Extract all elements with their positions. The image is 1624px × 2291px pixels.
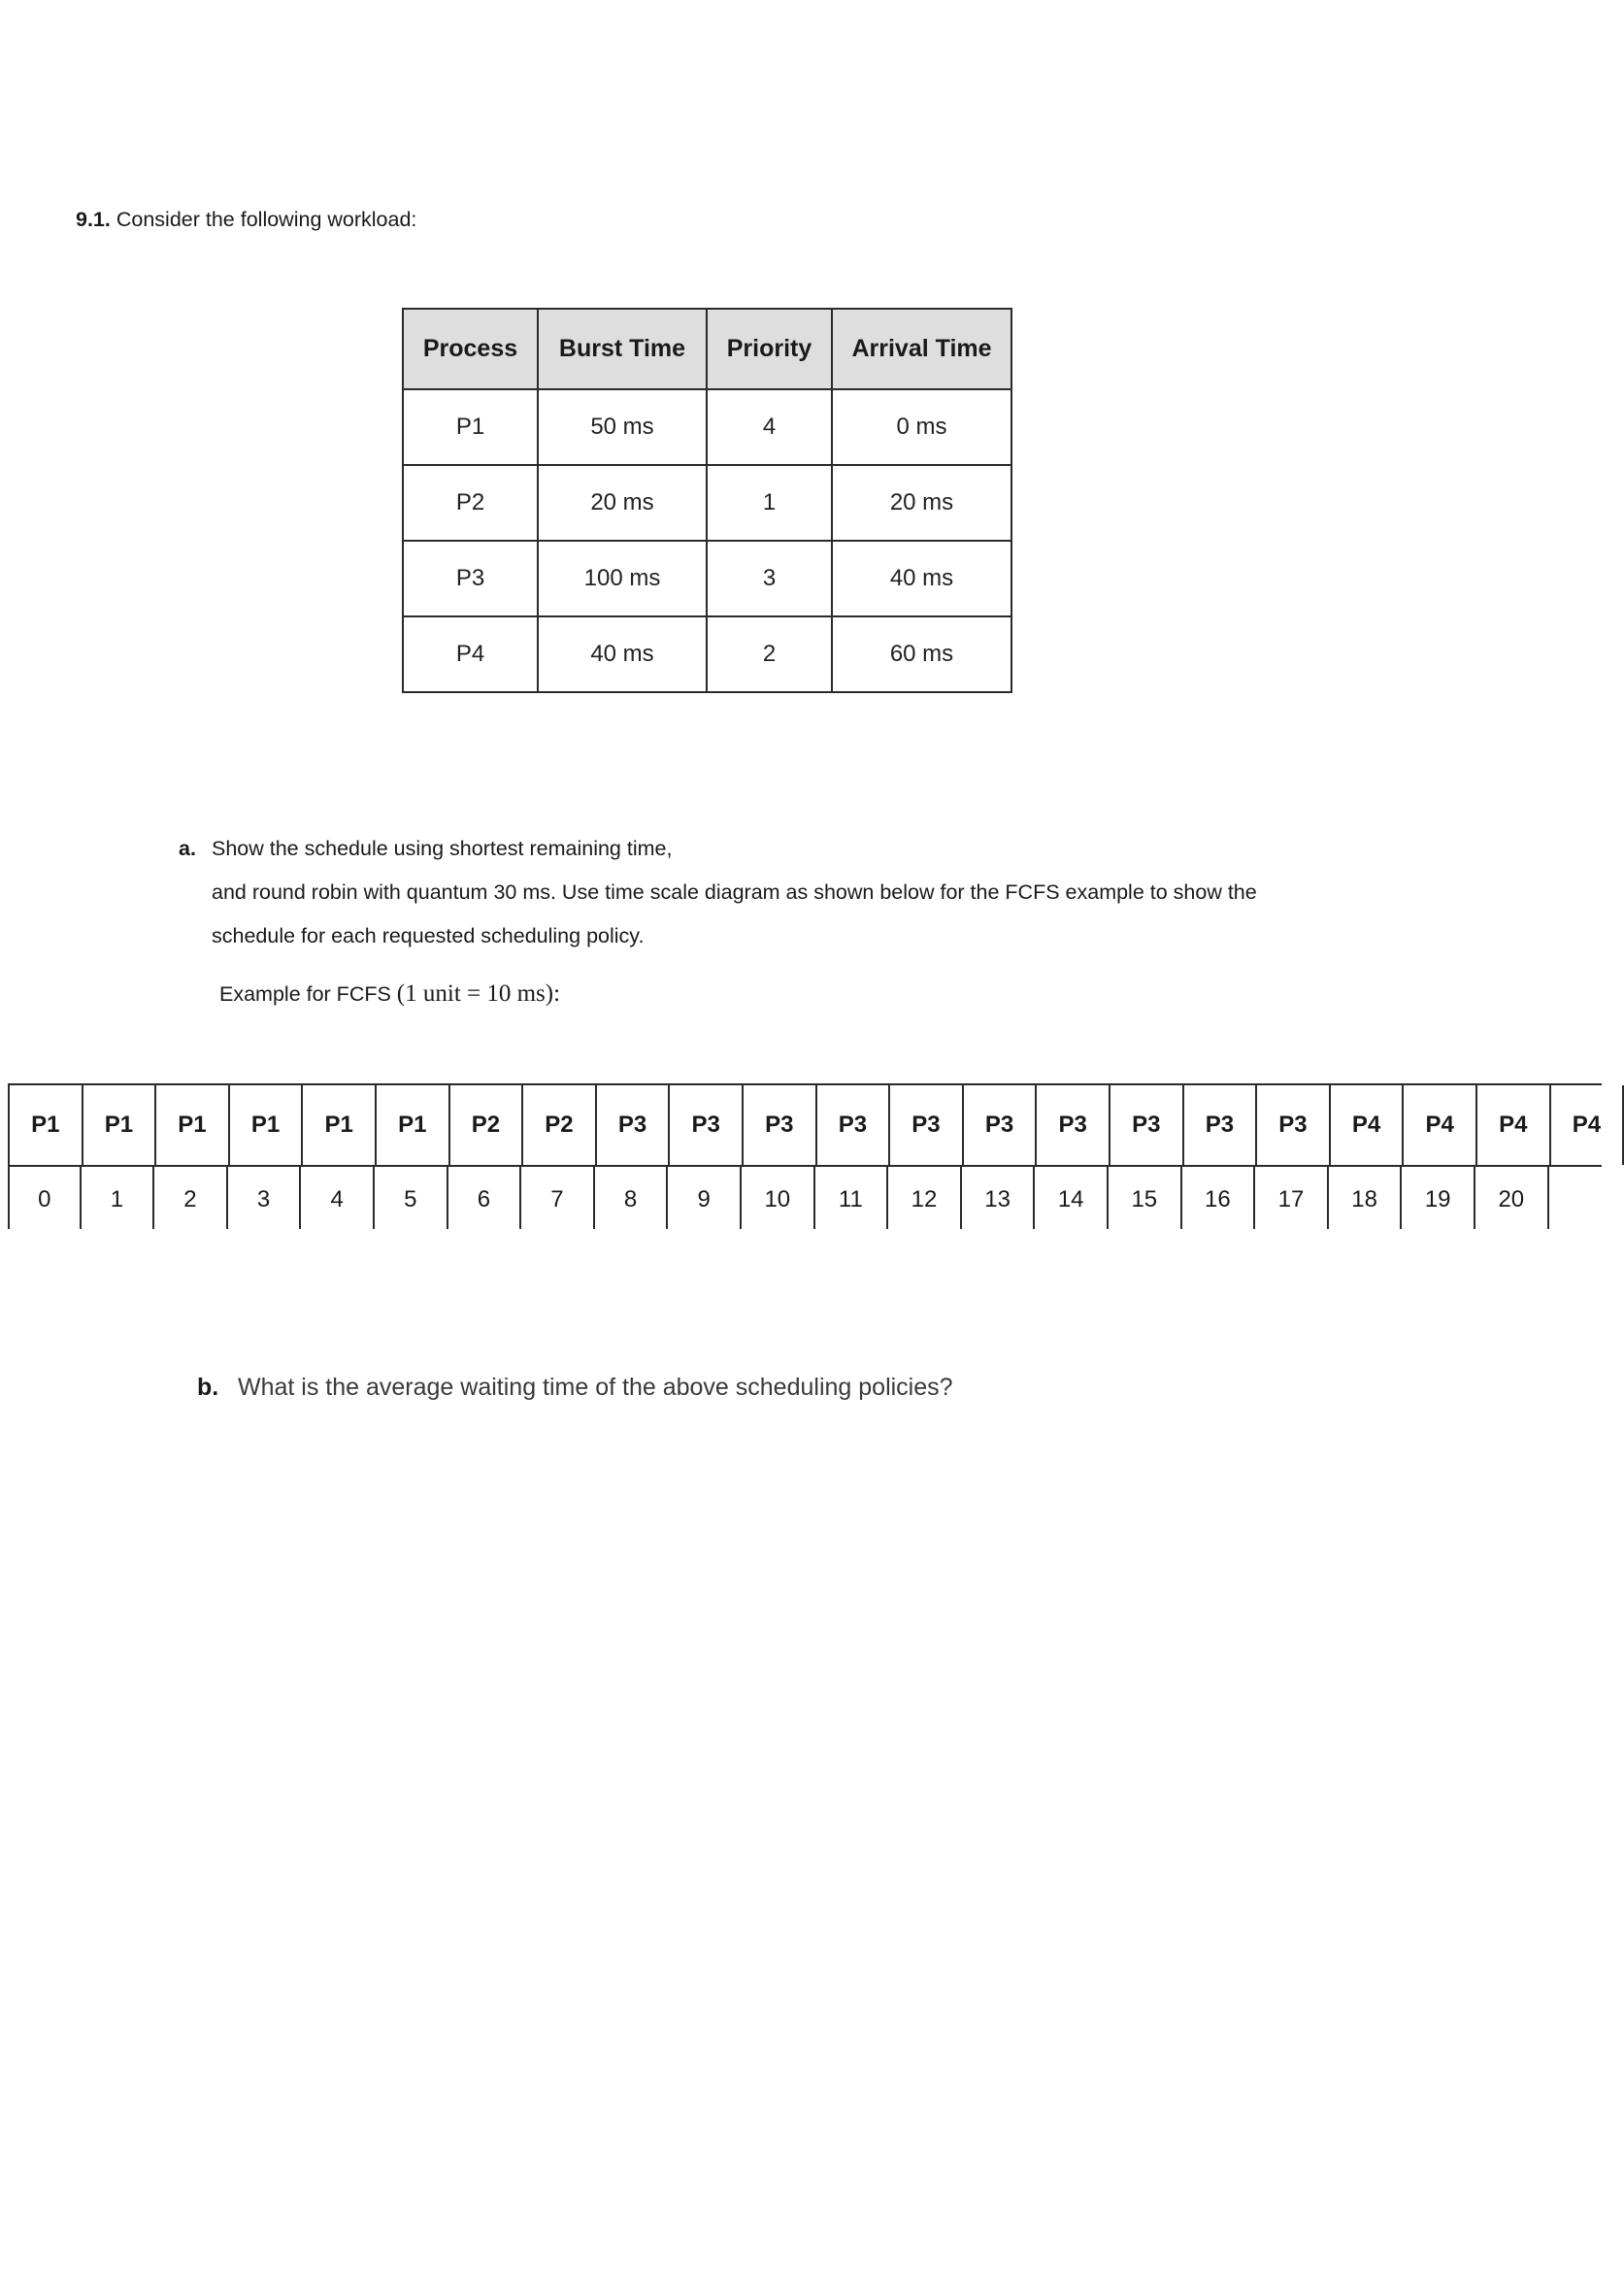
timeline-tick-label: 18 bbox=[1329, 1165, 1403, 1229]
cell-burst-time: 20 ms bbox=[538, 465, 707, 541]
table-row bbox=[403, 465, 1011, 541]
table-row bbox=[403, 541, 1011, 616]
timeline-tick-label: 0 bbox=[8, 1165, 82, 1229]
cell-process: P4 bbox=[403, 616, 538, 692]
example-prefix: Example for FCFS bbox=[219, 982, 397, 1006]
timeline-tick-label: 8 bbox=[595, 1165, 669, 1229]
part-a-line-3: schedule for each requested scheduling policy. bbox=[212, 924, 645, 947]
cell-priority: 3 bbox=[707, 541, 832, 616]
fcfs-example-label bbox=[219, 980, 560, 1008]
timeline-tick-label: 4 bbox=[301, 1165, 375, 1229]
question-text: Consider the following workload: bbox=[116, 208, 417, 231]
timeline-tick-label: 3 bbox=[228, 1165, 302, 1229]
timeline-tick-label: 1 bbox=[82, 1165, 155, 1229]
timeline-process-row bbox=[8, 1083, 1602, 1167]
cell-arrival-time: 20 ms bbox=[832, 465, 1011, 541]
timeline-process-cell: P3 bbox=[597, 1085, 671, 1165]
cell-process: P1 bbox=[403, 389, 538, 465]
timeline-tick-label: 11 bbox=[815, 1165, 889, 1229]
part-a-line-2: and round robin with quantum 30 ms. Use time scale diagram as shown below for the FCFS example to show the bbox=[212, 880, 1257, 904]
timeline-process-cell: P3 bbox=[964, 1085, 1038, 1165]
workload-table bbox=[402, 308, 1012, 693]
timeline-tick-label: 15 bbox=[1109, 1165, 1182, 1229]
timeline-tick-label: 19 bbox=[1402, 1165, 1475, 1229]
workload-header-row bbox=[403, 309, 1011, 389]
table-row bbox=[403, 389, 1011, 465]
timeline-process-cell: P2 bbox=[450, 1085, 524, 1165]
cell-burst-time: 40 ms bbox=[538, 616, 707, 692]
timeline-tick-label: 13 bbox=[962, 1165, 1036, 1229]
cell-priority: 1 bbox=[707, 465, 832, 541]
table-row bbox=[403, 616, 1011, 692]
timeline-process-cell: P3 bbox=[670, 1085, 744, 1165]
header-priority: Priority bbox=[707, 309, 832, 389]
timeline-process-cell: P3 bbox=[1037, 1085, 1110, 1165]
example-unit: (1 unit = 10 ms): bbox=[396, 980, 561, 1007]
cell-arrival-time: 60 ms bbox=[832, 616, 1011, 692]
part-a-line-1 bbox=[179, 827, 1257, 871]
timeline-tick-label: 20 bbox=[1475, 1165, 1549, 1229]
header-burst-time: Burst Time bbox=[538, 309, 707, 389]
timeline-process-cell: P3 bbox=[744, 1085, 817, 1165]
question-number: 9.1. bbox=[76, 208, 111, 231]
timeline-tick-label: 17 bbox=[1255, 1165, 1329, 1229]
fcfs-timeline bbox=[8, 1083, 1600, 1229]
timeline-process-cell: P4 bbox=[1551, 1085, 1624, 1165]
cell-process: P3 bbox=[403, 541, 538, 616]
timeline-tick-row bbox=[8, 1165, 1600, 1229]
cell-process: P2 bbox=[403, 465, 538, 541]
timeline-tick-label: 7 bbox=[521, 1165, 595, 1229]
timeline-process-cell: P4 bbox=[1477, 1085, 1551, 1165]
timeline-process-cell: P1 bbox=[10, 1085, 83, 1165]
timeline-tick-label: 12 bbox=[888, 1165, 962, 1229]
timeline-process-cell: P2 bbox=[523, 1085, 597, 1165]
part-b bbox=[197, 1374, 953, 1402]
part-a bbox=[179, 827, 1257, 958]
timeline-process-cell: P1 bbox=[303, 1085, 377, 1165]
part-b-text: What is the average waiting time of the above scheduling policies? bbox=[238, 1374, 953, 1401]
timeline-tick-label: 16 bbox=[1182, 1165, 1256, 1229]
timeline-tick-label: 2 bbox=[154, 1165, 228, 1229]
header-arrival-time: Arrival Time bbox=[832, 309, 1011, 389]
timeline-process-cell: P3 bbox=[1110, 1085, 1184, 1165]
timeline-tick-label: 5 bbox=[375, 1165, 448, 1229]
header-process: Process bbox=[403, 309, 538, 389]
timeline-process-cell: P3 bbox=[1184, 1085, 1258, 1165]
cell-priority: 4 bbox=[707, 389, 832, 465]
part-a-letter: a. bbox=[179, 837, 196, 860]
timeline-process-cell: P1 bbox=[156, 1085, 230, 1165]
cell-burst-time: 50 ms bbox=[538, 389, 707, 465]
part-a-text-1: Show the schedule using shortest remaining time, bbox=[212, 837, 673, 860]
timeline-tick-label: 9 bbox=[668, 1165, 742, 1229]
timeline-tick-label: 10 bbox=[742, 1165, 815, 1229]
cell-arrival-time: 40 ms bbox=[832, 541, 1011, 616]
timeline-process-cell: P3 bbox=[890, 1085, 964, 1165]
cell-burst-time: 100 ms bbox=[538, 541, 707, 616]
timeline-process-cell: P1 bbox=[230, 1085, 304, 1165]
timeline-process-cell: P3 bbox=[817, 1085, 891, 1165]
cell-arrival-time: 0 ms bbox=[832, 389, 1011, 465]
timeline-tick-label: 6 bbox=[448, 1165, 522, 1229]
part-b-letter: b. bbox=[197, 1374, 219, 1401]
cell-priority: 2 bbox=[707, 616, 832, 692]
timeline-process-cell: P3 bbox=[1257, 1085, 1331, 1165]
timeline-tick-label: 14 bbox=[1035, 1165, 1109, 1229]
timeline-process-cell: P1 bbox=[377, 1085, 450, 1165]
timeline-process-cell: P4 bbox=[1404, 1085, 1477, 1165]
question-heading bbox=[76, 208, 416, 232]
timeline-process-cell: P4 bbox=[1331, 1085, 1405, 1165]
timeline-process-cell: P1 bbox=[83, 1085, 157, 1165]
